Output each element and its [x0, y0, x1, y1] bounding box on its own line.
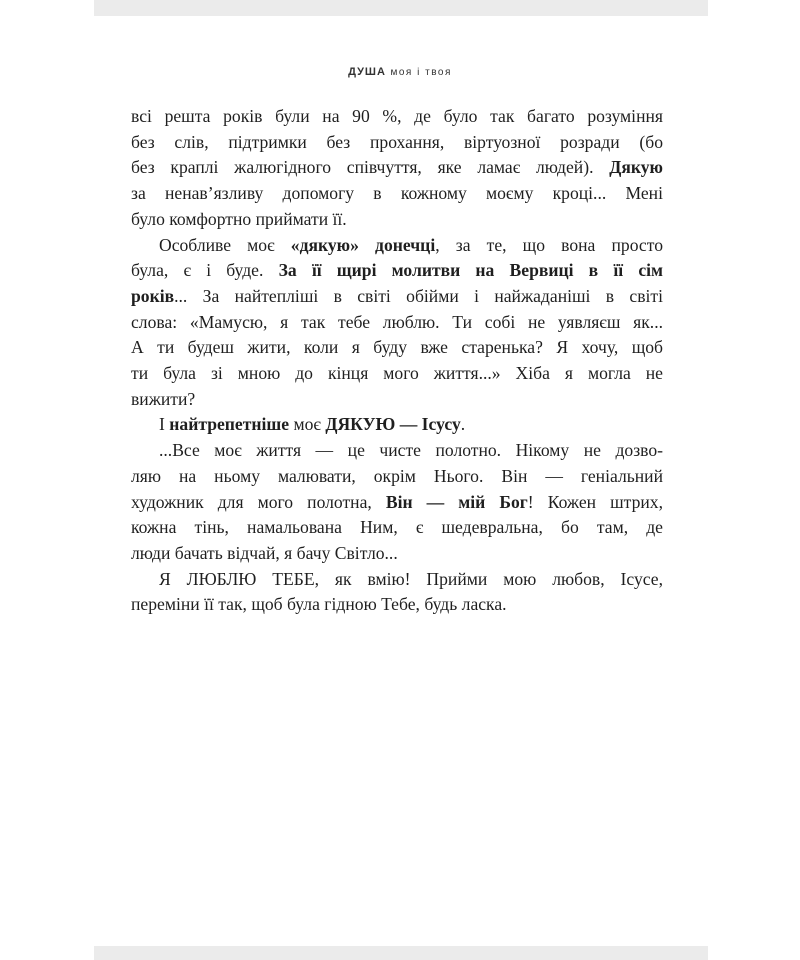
text-line	[131, 515, 663, 541]
text-span: ! Кожен штрих,	[527, 491, 663, 512]
text-line	[131, 335, 663, 361]
paragraph-1	[131, 104, 663, 233]
bold-text: років	[131, 285, 175, 306]
text-span: ляю на ньому малювати, окрім Нього. Він — геніальний	[131, 465, 663, 486]
bold-text: Він — мій Бог	[385, 491, 528, 512]
text-span: .	[460, 414, 466, 435]
text-line	[131, 387, 663, 413]
text-span: переміни її так, щоб була гідною Тебе, будь ласка.	[131, 594, 507, 615]
text-line	[131, 284, 663, 310]
text-span: за ненав’язливу допомогу в кожному моєму кроці... Мені	[131, 183, 663, 204]
text-span: вижити?	[131, 388, 196, 409]
bold-text: «дякую» донечці	[290, 234, 436, 255]
text-span: Я ЛЮБЛЮ ТЕБЕ, як вмію! Прийми мою любов, Ісусе,	[159, 568, 663, 589]
text-span: без краплі жалюгідного співчуття, яке ламає людей).	[131, 157, 594, 178]
text-line	[131, 361, 663, 387]
text-line	[131, 181, 663, 207]
text-span: ... За найтепліші в світі обійми і найжаданіші в світі	[174, 285, 663, 306]
text-line	[131, 541, 663, 567]
text-span: було комфортно приймати її.	[131, 208, 347, 229]
book-subtitle: моя і твоя	[390, 67, 452, 78]
text-span: люди бачать відчай, я бачу Світло...	[131, 542, 398, 563]
text-line	[131, 438, 663, 464]
text-span: А ти будеш жити, коли я буду вже старенька? Я хочу, щоб	[131, 337, 663, 358]
paragraph-2	[131, 233, 663, 413]
text-span: всі решта років були на 90 %, де було так багато розуміння	[131, 106, 663, 126]
text-line	[131, 567, 663, 593]
page-text	[131, 104, 663, 618]
text-line	[131, 207, 663, 233]
text-line	[131, 233, 663, 259]
text-span: була, є і буде.	[131, 260, 279, 281]
bold-text: За її щирі молитви на Вервиці в її сім	[278, 260, 663, 281]
text-line	[131, 258, 663, 284]
text-line	[131, 155, 663, 181]
paragraph-4	[131, 438, 663, 567]
bold-text: ДЯКУЮ — Ісусу	[325, 414, 461, 435]
text-span: І	[159, 414, 170, 435]
text-span: моє	[289, 414, 326, 435]
text-line	[131, 104, 663, 130]
bold-text: найтрепетніше	[169, 414, 290, 435]
text-span: , за те, що вона просто	[435, 234, 663, 255]
book-title: ДУША	[348, 66, 386, 78]
text-line	[131, 490, 663, 516]
paragraph-3	[131, 412, 663, 438]
text-line	[131, 412, 663, 438]
bottom-frame-bar	[94, 946, 708, 960]
text-span: Особливе моє	[159, 234, 291, 255]
text-line	[131, 310, 663, 336]
text-span: без слів, підтримки без прохання, віртуозної розради (бо	[131, 131, 663, 152]
text-line	[131, 464, 663, 490]
text-span: слова: «Мамусю, я так тебе люблю. Ти собі не уявляєш як...	[131, 311, 663, 332]
text-line	[131, 130, 663, 156]
bold-text: Дякую	[609, 157, 663, 178]
text-span: ...Все моє життя — це чисте полотно. Нікому не дозво-	[159, 440, 663, 461]
text-span: художник для мого полотна,	[131, 491, 386, 512]
top-frame-bar	[94, 0, 708, 16]
paragraph-5	[131, 567, 663, 618]
running-head	[0, 66, 800, 78]
text-line	[131, 592, 663, 618]
text-span: ти була зі мною до кінця мого життя...» Хіба я могла не	[131, 363, 663, 384]
text-span: кожна тінь, намальована Ним, є шедевральна, бо там, де	[131, 517, 663, 538]
